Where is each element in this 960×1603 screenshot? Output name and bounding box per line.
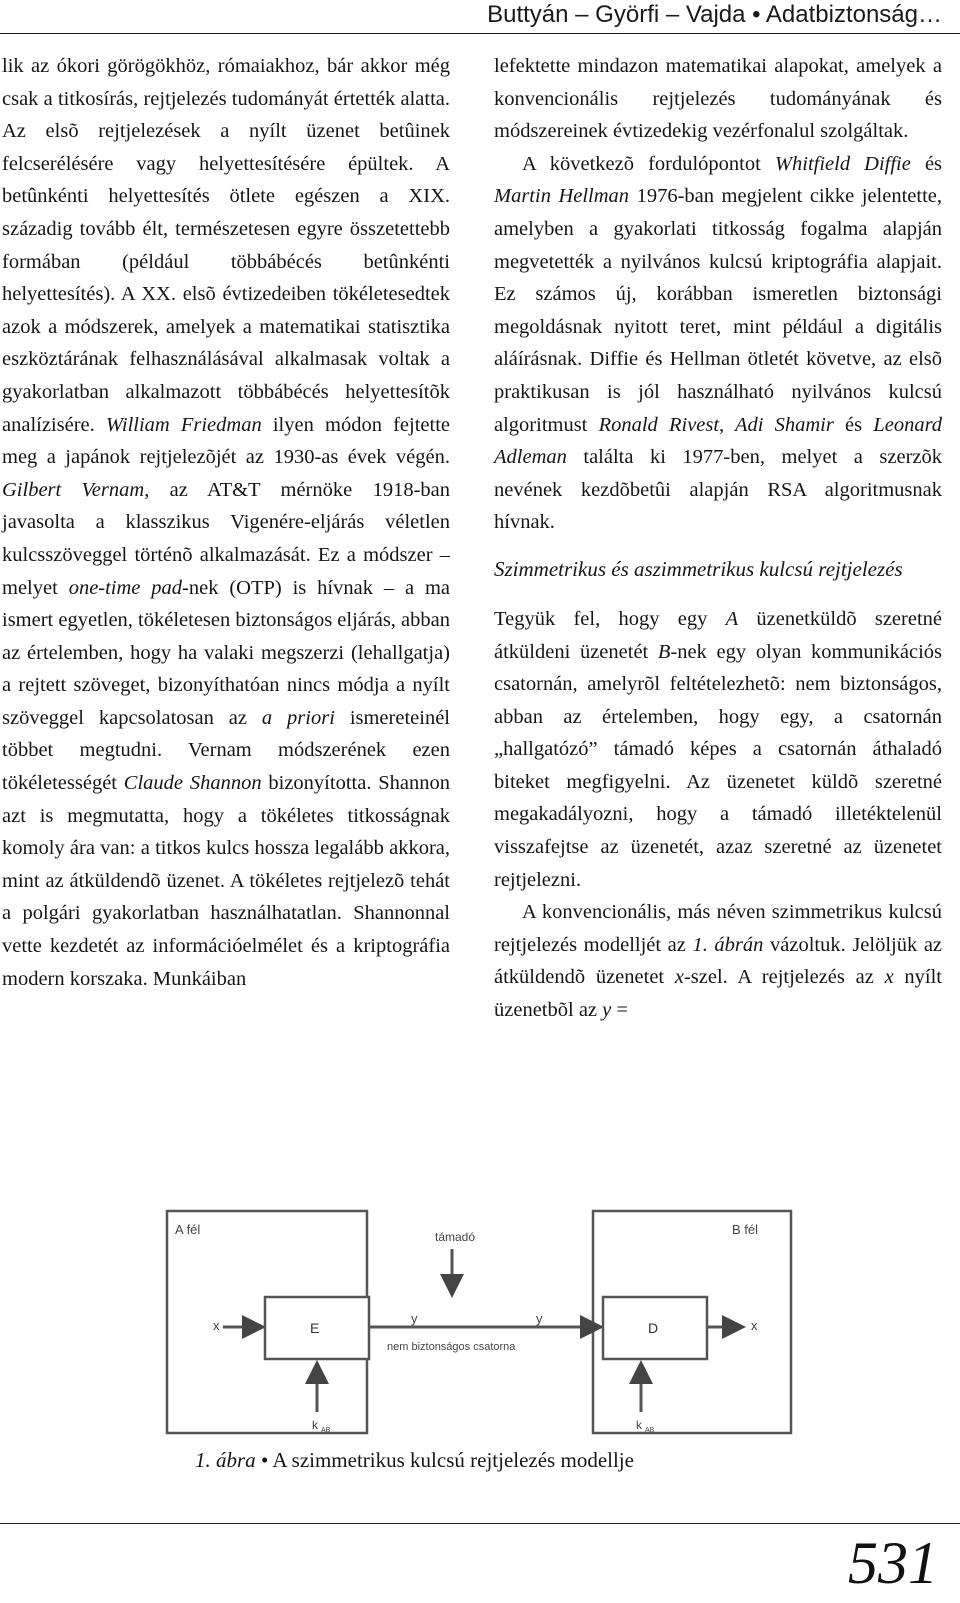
figure-caption xyxy=(195,1448,634,1473)
text-run: -nek egy olyan kommunikációs csatornán, amelyrõl feltételezhetõ: nem biztonságos, abban az értelemben, hogy egy, a csatornán „hallgatózó” támadó képes a csatornán áthaladó biteket megfigyelni. Az üzenetet küldõ szeretné megakadályozni, hogy a támadó illetéktelenül visszafejtse az üzenetét, azaz szeretné az üzenetet rejtjelezni. xyxy=(494,640,942,891)
page-number: 531 xyxy=(848,1530,938,1596)
person-name: Ronald Rivest, Adi Shamir xyxy=(598,413,834,436)
text-run: -szel. A rejtjelezés az xyxy=(683,966,874,989)
attacker-label: támadó xyxy=(435,1230,476,1244)
output-x-label: x xyxy=(751,1318,758,1333)
running-header: Buttyán – Györfi – Vajda • Adatbiztonság… xyxy=(487,1,942,28)
text-run: , az AT&T mérnöke 1918-ban javasolta a klasszikus Vigenére-eljárás véletlen kulcsszöveggel történõ alkalmazását. Ez a módszer – melyet xyxy=(2,478,450,599)
figure-reference: 1. ábrán xyxy=(692,933,764,956)
key-left-label: k xyxy=(312,1418,318,1432)
key-left-subscript: AB xyxy=(321,1427,331,1434)
party-b-label: B fél xyxy=(732,1222,759,1237)
text-run: 1976-ban megjelent cikke jelentette, amelyben a gyakorlati titkosság fogalma alapján megvetették a nyilvános kulcsú kriptográfia alapjait. Ez számos új, korábban ismeretlen biztonsági megoldásnak nyitott teret, mint például a digitális aláírásnak. Diffie és Hellman ötletét követve, az elsõ praktikusan is jól használható nyilvános kulcsú algoritmust xyxy=(494,185,943,436)
text-run: üzenetküldõ szeretné átküldeni üzenetét xyxy=(494,607,942,663)
person-name: William Friedman xyxy=(105,413,262,436)
text-run: lik az ókori görögökhöz, rómaiakhoz, bár akkor még csak a titkosírás, rejtjelezés tudományát értették alatta. Az elsõ rejtjelezések a nyílt üzenet betûinek felcserélésére vagy helyettesítésére épültek. A betûnkénti helyettesítés ötlete egészen a XIX. századig tovább élt, természetesen egyre összetettebb formában (például többábécés betûnkénti helyettesítés). A XX. elsõ évtizedeiben tökéletesedtek azok a módszerek, amelyek a matematikai statisztika eszköztárának felhasználásával alkalmasak voltak a gyakorlatban alkalmazott többábécés helyettesítõk analízisére. xyxy=(2,55,450,436)
term-italic: a priori xyxy=(261,706,335,729)
header-rule xyxy=(0,33,960,34)
text-run: nyílt üzenetbõl az xyxy=(494,966,942,1022)
footer-rule xyxy=(0,1523,960,1524)
variable: x xyxy=(884,966,894,989)
text-run: és xyxy=(845,413,863,436)
section-subheading: Szimmetrikus és aszimmetrikus kulcsú rejtjelezés xyxy=(494,556,903,581)
person-name: Claude Shannon xyxy=(123,772,262,795)
input-x-label: x xyxy=(213,1318,220,1333)
person-name: Whitfield Diffie xyxy=(774,152,911,175)
figure-diagram xyxy=(165,1207,795,1439)
text-run: találta ki 1977-ben, melyet a szerzõk nevének kezdõbetûi alapján RSA algoritmusnak hívnak. xyxy=(494,446,943,534)
y-label-right: y xyxy=(536,1311,543,1326)
right-paragraph-3 xyxy=(494,603,942,896)
left-paragraph xyxy=(2,50,450,995)
variable: B xyxy=(657,640,671,663)
encryption-label: E xyxy=(310,1320,320,1336)
variable: y xyxy=(602,999,612,1022)
right-paragraph-2 xyxy=(494,148,942,539)
text-run: A konvencionális, más néven szimmetrikus kulcsú rejtjelezés modelljét az xyxy=(494,901,942,956)
caption-text: A szimmetrikus kulcsú rejtjelezés modellje xyxy=(272,1448,634,1472)
text-run: -nek (OTP) is hívnak – a ma ismert egyetlen, tökéletesen biztonságos eljárás, abban az értelemben, hogy ha valaki megszerzi (lehallgatja) a rejtett szöveget, bizonyíthatóan nincs módja a nyílt szöveggel kapcsolatosan az xyxy=(2,576,450,729)
right-paragraph-4 xyxy=(494,896,942,1026)
text-run: bizonyította. Shannon azt is megmutatta, hogy a tökéletes titkosságnak komoly ára van: a titkos kulcs hossza legalább akkora, mint az átküldendõ üzenet. A tökéletes rejtjelezõ tehát a polgári gyakorlatban használhatatlan. Shannonnal vette kezdetét az információelmélet és a kriptográfia modern korszaka. Munkáiban xyxy=(2,772,450,990)
right-paragraph-1: lefektette mindazon matematikai alapokat, amelyek a konvencionális rejtjelezés tudományának és módszereinek évtizedekig vezérfonalul szolgáltak. xyxy=(494,55,942,143)
text-run: = xyxy=(616,999,628,1022)
variable: A xyxy=(725,607,739,630)
person-name: Martin Hellman xyxy=(494,185,630,208)
text-run: Tegyük fel, hogy egy xyxy=(494,607,708,630)
text-run: vázoltuk. Jelöljük az átküldendõ üzenetet xyxy=(494,933,943,989)
key-right-subscript: AB xyxy=(645,1427,655,1434)
person-name: Gilbert Vernam xyxy=(2,478,145,501)
left-column xyxy=(2,50,450,995)
text-run: ismereteinél többet megtudni. Vernam módszerének ezen tökéletességét xyxy=(2,706,450,795)
text-run: A következõ fordulópontot xyxy=(522,152,761,175)
caption-separator: • xyxy=(260,1448,269,1472)
figure-symmetric-model xyxy=(165,1207,795,1439)
person-name: Leonard Adleman xyxy=(494,413,943,469)
y-label-left: y xyxy=(411,1311,418,1326)
caption-figure-ref: 1. ábra xyxy=(195,1448,256,1472)
key-right-label: k xyxy=(636,1418,642,1432)
right-column xyxy=(494,50,942,1027)
text-run: ilyen módon fejtette meg a japánok rejtjelezõjét az 1930-as évek végén. xyxy=(2,413,451,469)
channel-label: nem biztonságos csatorna xyxy=(387,1341,516,1353)
term-italic: one-time pad xyxy=(68,576,183,599)
party-a-label: A fél xyxy=(175,1222,201,1237)
decryption-label: D xyxy=(648,1320,659,1336)
text-run: és xyxy=(924,152,943,175)
variable: x xyxy=(674,966,684,989)
